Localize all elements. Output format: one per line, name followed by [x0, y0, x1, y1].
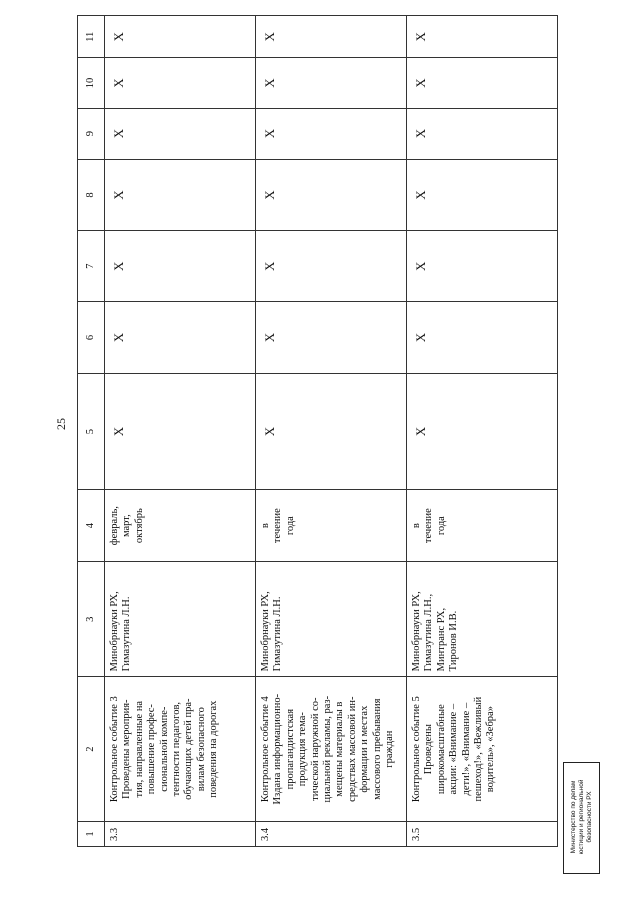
responsible-cell: Минобрнауки РХ, Гимазутина Л.Н.: [256, 562, 407, 677]
mark-cell: X: [105, 373, 256, 489]
events-table: [77, 15, 558, 847]
mark-cell: X: [256, 58, 407, 108]
landscape-table-container: [77, 15, 497, 847]
table-row: [407, 16, 558, 847]
mark-cell: X: [105, 16, 256, 59]
table-row: [105, 16, 256, 847]
mark-cell: X: [407, 159, 558, 231]
responsible-cell: Минобрнауки РХ, Гимазутина Л.Н., Минтранс РХ, Тиронов И.В.: [407, 562, 558, 677]
mark-cell: X: [407, 58, 558, 108]
mark-cell: X: [407, 302, 558, 374]
date-cell: в течение года: [256, 490, 407, 562]
mark-cell: X: [256, 302, 407, 374]
event-description: Контрольное событие 4 Издана информационно- пропагандистская продукция тема- тической наружной со- циальной рекламы, раз- мещены материалы в средствах массовой ин- формации и местах массового пребывания граждан: [256, 677, 407, 822]
row-number: 3.5: [407, 821, 558, 846]
event-description: Контрольное событие 5 Проведены широкомасштабные акции: «Внимание – дети!», «Внимание – пешеход!», «Вежливый водитель», «Зебра»: [407, 677, 558, 822]
mark-cell: X: [407, 231, 558, 302]
mark-cell: X: [105, 108, 256, 159]
mark-cell: X: [105, 159, 256, 231]
mark-cell: X: [256, 373, 407, 489]
mark-cell: X: [256, 231, 407, 302]
header-cell: 3: [78, 562, 105, 677]
mark-cell: X: [256, 16, 407, 59]
mark-cell: X: [105, 58, 256, 108]
header-cell: 4: [78, 490, 105, 562]
header-cell: 1: [78, 821, 105, 846]
header-row: [78, 16, 105, 847]
ministry-stamp: [563, 762, 600, 874]
header-cell: 5: [78, 373, 105, 489]
header-cell: 9: [78, 108, 105, 159]
table-row: [256, 16, 407, 847]
responsible-cell: Минобрнауки РХ, Гимазутина Л.Н.: [105, 562, 256, 677]
date-cell: в течение года: [407, 490, 558, 562]
mark-cell: X: [407, 16, 558, 59]
mark-cell: X: [105, 302, 256, 374]
stamp-text: Министерство по делам юстиции и региональной безопасности РХ: [570, 779, 593, 855]
row-number: 3.4: [256, 821, 407, 846]
mark-cell: X: [256, 159, 407, 231]
header-cell: 6: [78, 302, 105, 374]
date-cell: февраль, март, октябрь: [105, 490, 256, 562]
page-number: 25: [54, 418, 68, 430]
mark-cell: X: [105, 231, 256, 302]
mark-cell: X: [407, 373, 558, 489]
mark-cell: X: [407, 108, 558, 159]
event-description: Контрольное событие 3 Проведены мероприя- тия, направленные на повышение профес- сиональной компе- тентности педагогов, обучающих детей пра- вилам безопасного поведения на дорогах: [105, 677, 256, 822]
header-cell: 11: [78, 16, 105, 59]
header-cell: 2: [78, 677, 105, 822]
row-number: 3.3: [105, 821, 256, 846]
header-cell: 7: [78, 231, 105, 302]
header-cell: 8: [78, 159, 105, 231]
mark-cell: X: [256, 108, 407, 159]
header-cell: 10: [78, 58, 105, 108]
